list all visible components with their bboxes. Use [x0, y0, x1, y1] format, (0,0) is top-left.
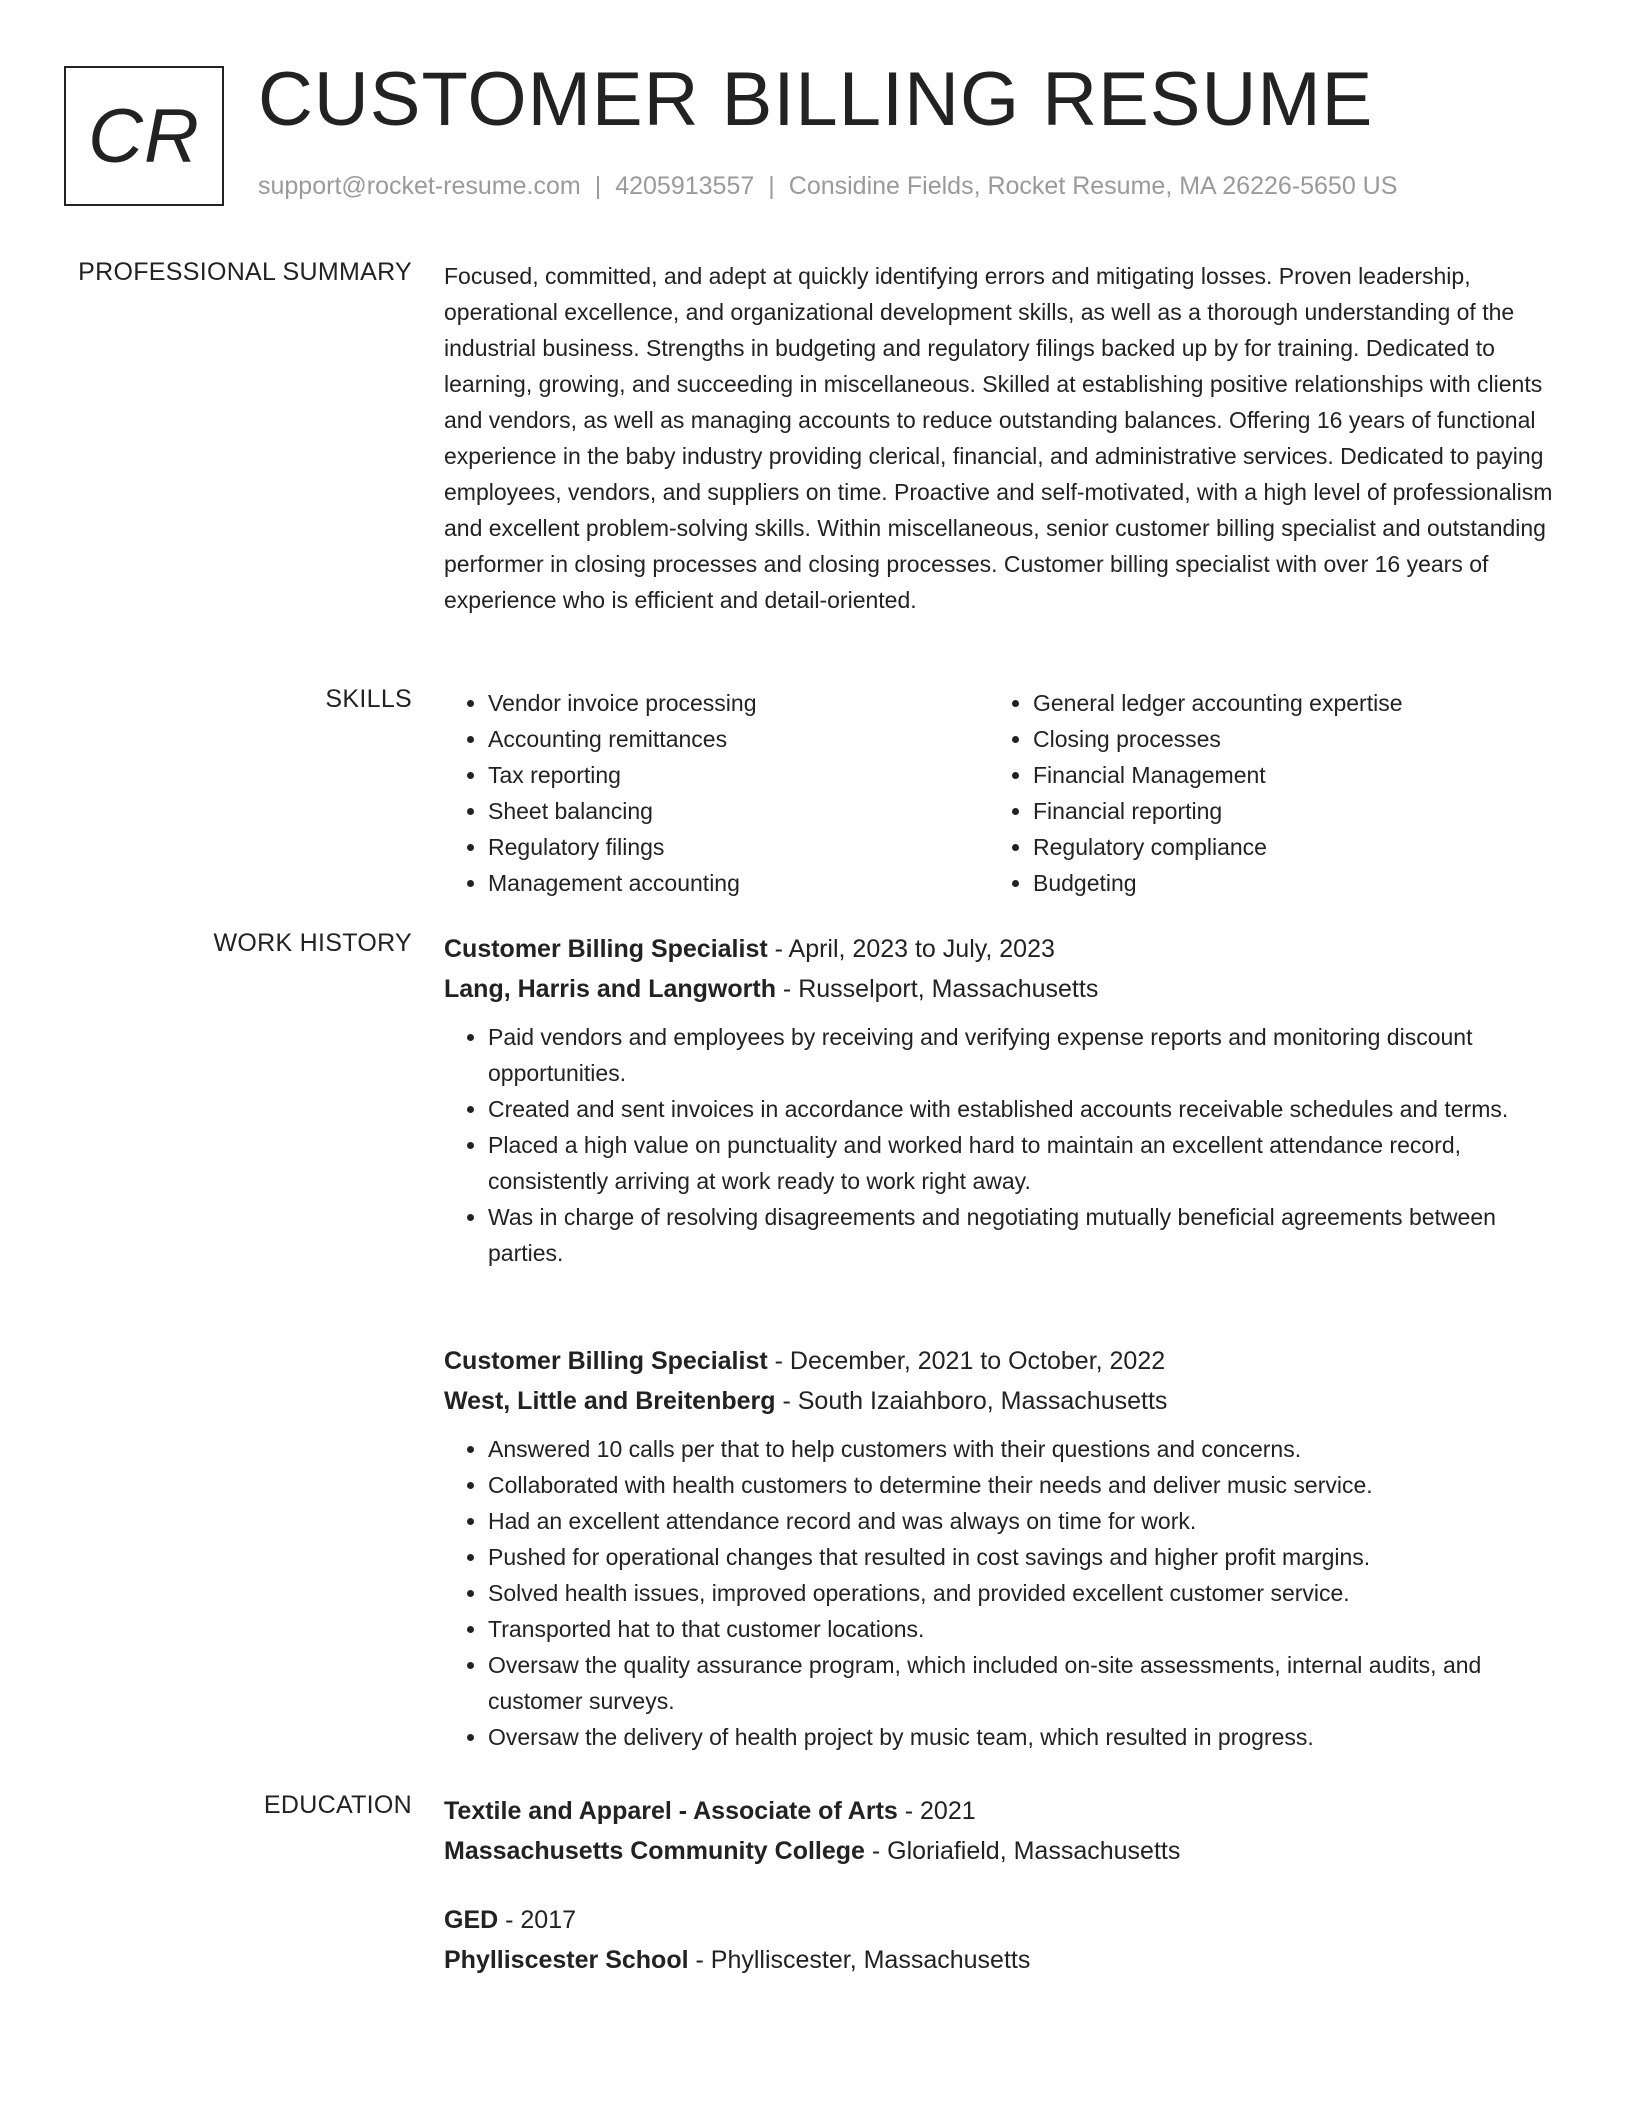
- job-entry: [444, 1341, 1556, 1755]
- skill-item: • Tax reporting: [488, 757, 989, 793]
- job-bullet: • Collaborated with health customers to determine their needs and deliver music service.: [488, 1467, 1556, 1503]
- skills-list-right: [989, 685, 1534, 901]
- job-bullet: • Oversaw the delivery of health project by music team, which resulted in progress.: [488, 1719, 1556, 1755]
- contact-separator: |: [768, 172, 775, 200]
- summary-text: Focused, committed, and adept at quickly identifying errors and mitigating losses. Proven leadership, operational excellence, and organizational development skills, as well as a thorough understanding of the industrial business. Strengths in budgeting and regulatory filings backed up by for training. Dedicated to learning, growing, and succeeding in miscellaneous. Skilled at establishing positive relationships with clients and vendors, as well as managing accounts to reduce outstanding balances. Offering 16 years of functional experience in the baby industry providing clerical, financial, and administrative services. Dedicated to paying employees, vendors, and suppliers on time. Proactive and self-motivated, with a high level of professionalism and excellent problem-solving skills. Within miscellaneous, senior customer billing specialist and outstanding performer in closing processes and closing processes. Customer billing specialist with over 16 years of experience who is efficient and detail-oriented.: [444, 263, 1553, 613]
- skills-list-left: [444, 685, 989, 901]
- work-label: WORK HISTORY: [213, 929, 412, 957]
- skills-label: SKILLS: [325, 685, 412, 713]
- skill-item: • Regulatory compliance: [1033, 829, 1534, 865]
- monogram-logo: CR: [64, 66, 224, 206]
- job-title-line: [444, 929, 1556, 969]
- education-entry: [444, 1791, 1556, 1871]
- job-bullet: • Paid vendors and employees by receiving and verifying expense reports and monitoring discount opportunities.: [488, 1019, 1556, 1091]
- job-location: - Russelport, Massachusetts: [775, 975, 1099, 1003]
- contact-address: Considine Fields, Rocket Resume, MA 26226-5650 US: [788, 172, 1398, 200]
- job-bullet: • Had an excellent attendance record and was always on time for work.: [488, 1503, 1556, 1539]
- contact-email: support@rocket-resume.com: [258, 172, 581, 200]
- skill-item: • Closing processes: [1033, 721, 1534, 757]
- education-location: - Gloriafield, Massachusetts: [864, 1837, 1181, 1865]
- skill-item: • General ledger accounting expertise: [1033, 685, 1534, 721]
- education-degree: GED: [444, 1906, 499, 1934]
- education-school-line: [444, 1831, 1556, 1871]
- summary-label: PROFESSIONAL SUMMARY: [78, 258, 412, 286]
- job-title: Customer Billing Specialist: [444, 1347, 768, 1375]
- skills-content: [444, 685, 1556, 901]
- job-company: Lang, Harris and Langworth: [444, 975, 776, 1003]
- job-bullet: • Solved health issues, improved operations, and provided excellent customer service.: [488, 1575, 1556, 1611]
- job-company-line: [444, 1381, 1556, 1421]
- job-dates: - December, 2021 to October, 2022: [767, 1347, 1166, 1375]
- education-school: Massachusetts Community College: [444, 1837, 865, 1865]
- job-bullet: • Transported hat to that customer locations.: [488, 1611, 1556, 1647]
- education-entry: [444, 1900, 1556, 1980]
- job-bullets: [444, 1431, 1556, 1755]
- skill-item: • Financial Management: [1033, 757, 1534, 793]
- education-degree-line: [444, 1791, 1556, 1831]
- education-year: - 2021: [897, 1797, 976, 1825]
- job-company: West, Little and Breitenberg: [444, 1387, 776, 1415]
- education-year: - 2017: [498, 1906, 577, 1934]
- skill-item: • Vendor invoice processing: [488, 685, 989, 721]
- contact-phone: 4205913557: [615, 172, 755, 200]
- skill-item: • Management accounting: [488, 865, 989, 901]
- job-bullet: • Placed a high value on punctuality and worked hard to maintain an excellent attendance record, consistently arriving at work ready to work right away.: [488, 1127, 1556, 1199]
- job-bullet: • Was in charge of resolving disagreements and negotiating mutually beneficial agreements between parties.: [488, 1199, 1556, 1271]
- education-school-line: [444, 1940, 1556, 1980]
- job-bullets: [444, 1019, 1556, 1271]
- contact-line: [258, 172, 1397, 201]
- education-label: EDUCATION: [263, 1791, 412, 1819]
- skill-item: • Budgeting: [1033, 865, 1534, 901]
- education-degree: Textile and Apparel - Associate of Arts: [444, 1797, 898, 1825]
- education-school: Phylliscester School: [444, 1946, 689, 1974]
- summary-content: [444, 258, 1556, 618]
- job-bullet: • Pushed for operational changes that resulted in cost savings and higher profit margins.: [488, 1539, 1556, 1575]
- job-bullet: • Oversaw the quality assurance program, which included on-site assessments, internal audits, and customer surveys.: [488, 1647, 1556, 1719]
- education-location: - Phylliscester, Massachusetts: [688, 1946, 1031, 1974]
- skill-item: • Financial reporting: [1033, 793, 1534, 829]
- skill-item: • Sheet balancing: [488, 793, 989, 829]
- job-entry: [444, 929, 1556, 1271]
- job-title-line: [444, 1341, 1556, 1381]
- skill-item: • Regulatory filings: [488, 829, 989, 865]
- job-bullet: • Created and sent invoices in accordance with established accounts receivable schedules and terms.: [488, 1091, 1556, 1127]
- education-degree-line: [444, 1900, 1556, 1940]
- job-dates: - April, 2023 to July, 2023: [767, 935, 1055, 963]
- contact-separator: |: [594, 172, 602, 200]
- job-title: Customer Billing Specialist: [444, 935, 768, 963]
- job-bullet: • Answered 10 calls per that to help customers with their questions and concerns.: [488, 1431, 1556, 1467]
- job-location: - South Izaiahboro, Massachusetts: [775, 1387, 1168, 1415]
- skill-item: • Accounting remittances: [488, 721, 989, 757]
- resume-title: CUSTOMER BILLING RESUME: [258, 57, 1374, 142]
- job-company-line: [444, 969, 1556, 1009]
